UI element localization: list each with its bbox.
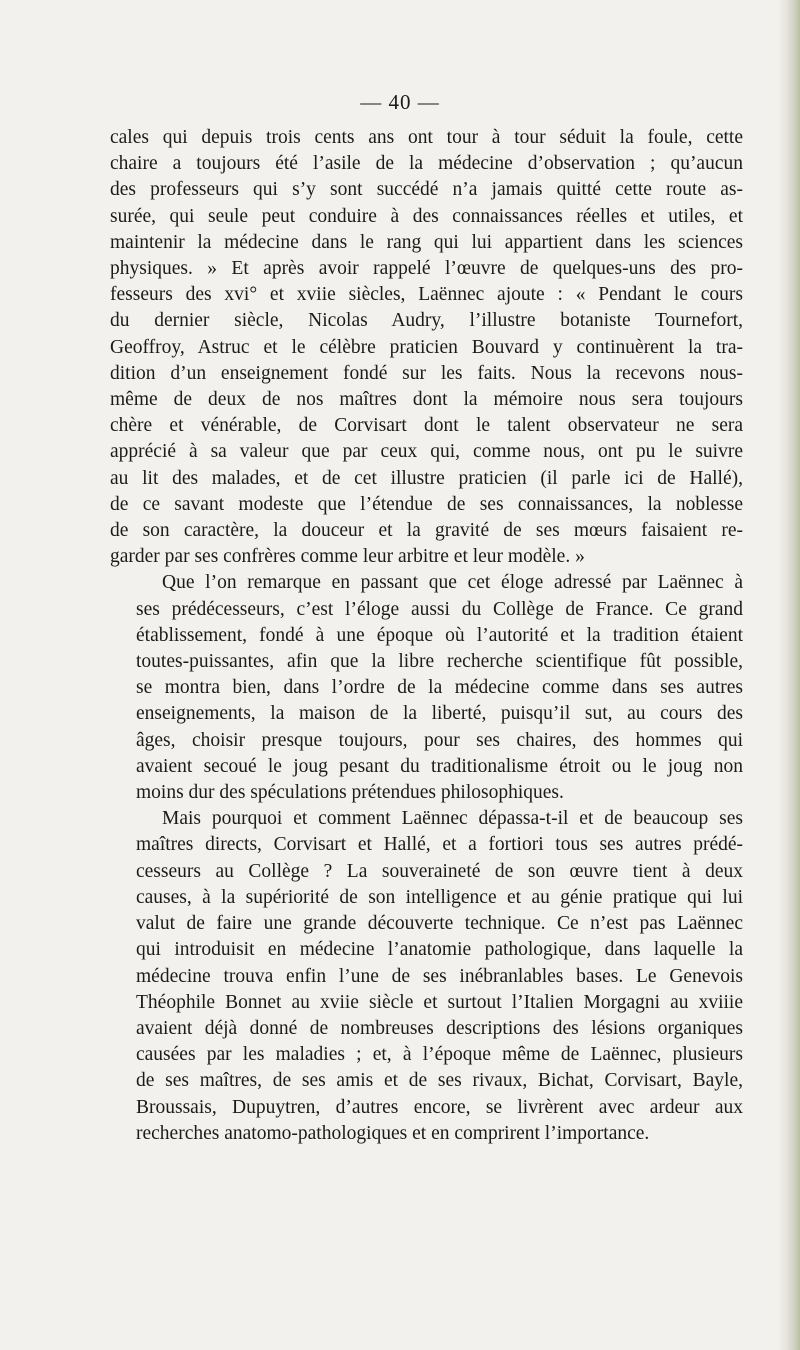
text-line: chère et vénérable, de Corvisart dont le talent observateur ne sera bbox=[110, 415, 743, 437]
page-edge bbox=[778, 0, 800, 1350]
text-line: cales qui depuis trois cents ans ont tour à tour séduit la foule, cette bbox=[110, 127, 743, 148]
text-line: valut de faire une grande découverte technique. Ce n’est pas Laënnec bbox=[136, 913, 743, 935]
text-line: Que l’on remarque en passant que cet éloge adressé par Laënnec à bbox=[162, 572, 743, 594]
text-line: qui introduisit en médecine l’anatomie pathologique, dans laquelle la bbox=[136, 939, 743, 961]
text-line: toutes-puissantes, afin que la libre recherche scientifique fût possible, bbox=[136, 651, 743, 673]
text-line: avaient secoué le joug pesant du traditionalisme étroit ou le joug non bbox=[136, 755, 743, 777]
text-line: médecine trouva enfin l’une de ses inébranlables bases. Le Genevois bbox=[136, 965, 743, 987]
body-text bbox=[110, 125, 743, 1147]
text-line: Mais pourquoi et comment Laënnec dépassa-t-il et de beaucoup ses bbox=[162, 808, 743, 830]
text-line: maîtres directs, Corvisart et Hallé, et a fortiori tous ses autres prédé- bbox=[136, 834, 743, 856]
text-line: causes, à la supériorité de son intelligence et au génie pratique qui lui bbox=[136, 886, 743, 908]
text-line: Théophile Bonnet au xviie siècle et surtout l’Italien Morgagni au xviiie bbox=[136, 991, 743, 1013]
text-line: Geoffroy, Astruc et le célèbre praticien Bouvard y continuèrent la tra- bbox=[110, 336, 743, 358]
text-line: de ce savant modeste que l’étendue de ses connaissances, la noblesse bbox=[110, 493, 743, 515]
text-line: des professeurs qui s’y sont succédé n’a jamais quitté cette route as- bbox=[110, 179, 743, 201]
text-line: causées par les maladies ; et, à l’époque même de Laënnec, plusieurs bbox=[136, 1044, 743, 1066]
text-line: cesseurs au Collège ? La souveraineté de son œuvre tient à deux bbox=[136, 860, 743, 882]
page-number: — 40 — bbox=[360, 90, 440, 114]
text-line: même de deux de nos maîtres dont la mémoire nous sera toujours bbox=[110, 389, 743, 411]
text-line: du dernier siècle, Nicolas Audry, l’illustre botaniste Tournefort, bbox=[110, 310, 743, 332]
text-line: avaient déjà donné de nombreuses descriptions des lésions organiques bbox=[136, 1017, 743, 1039]
text-line: maintenir la médecine dans le rang qui lui appartient dans les sciences bbox=[110, 231, 743, 253]
text-line: de ses maîtres, de ses amis et de ses rivaux, Bichat, Corvisart, Bayle, bbox=[136, 1070, 743, 1092]
text-line: recherches anatomo-pathologiques et en comprirent l’importance. bbox=[136, 1122, 650, 1144]
text-line: moins dur des spéculations prétendues philosophiques. bbox=[136, 782, 564, 804]
text-line: se montra bien, dans l’ordre de la médecine comme dans ses autres bbox=[136, 677, 743, 699]
paragraph bbox=[110, 570, 743, 806]
paragraph bbox=[110, 125, 743, 570]
text-line: ses prédécesseurs, c’est l’éloge aussi du Collège de France. Ce grand bbox=[136, 598, 743, 620]
text-line: établissement, fondé à une époque où l’autorité et la tradition étaient bbox=[136, 624, 743, 646]
text-line: dition d’un enseignement fondé sur les faits. Nous la recevons nous- bbox=[110, 362, 743, 384]
text-line: fesseurs des xvi° et xviie siècles, Laënnec ajoute : « Pendant le cours bbox=[110, 284, 743, 306]
text-line: Broussais, Dupuytren, d’autres encore, se livrèrent avec ardeur aux bbox=[136, 1096, 743, 1118]
text-line: âges, choisir presque toujours, pour ses chaires, des hommes qui bbox=[136, 729, 743, 751]
text-line: de son caractère, la douceur et la gravité de ses mœurs faisaient re- bbox=[110, 520, 743, 542]
text-line: physiques. » Et après avoir rappelé l’œuvre de quelques-uns des pro- bbox=[110, 258, 743, 280]
paragraph bbox=[110, 806, 743, 1147]
text-line: chaire a toujours été l’asile de la médecine d’observation ; qu’aucun bbox=[110, 153, 743, 175]
text-line: au lit des malades, et de cet illustre praticien (il parle ici de Hallé), bbox=[110, 467, 743, 489]
text-line: garder par ses confrères comme leur arbitre et leur modèle. » bbox=[110, 546, 585, 568]
text-line: surée, qui seule peut conduire à des connaissances réelles et utiles, et bbox=[110, 205, 743, 227]
text-line: apprécié à sa valeur que par ceux qui, comme nous, ont pu le suivre bbox=[110, 441, 743, 463]
text-line: enseignements, la maison de la liberté, puisqu’il sut, au cours des bbox=[136, 703, 743, 725]
